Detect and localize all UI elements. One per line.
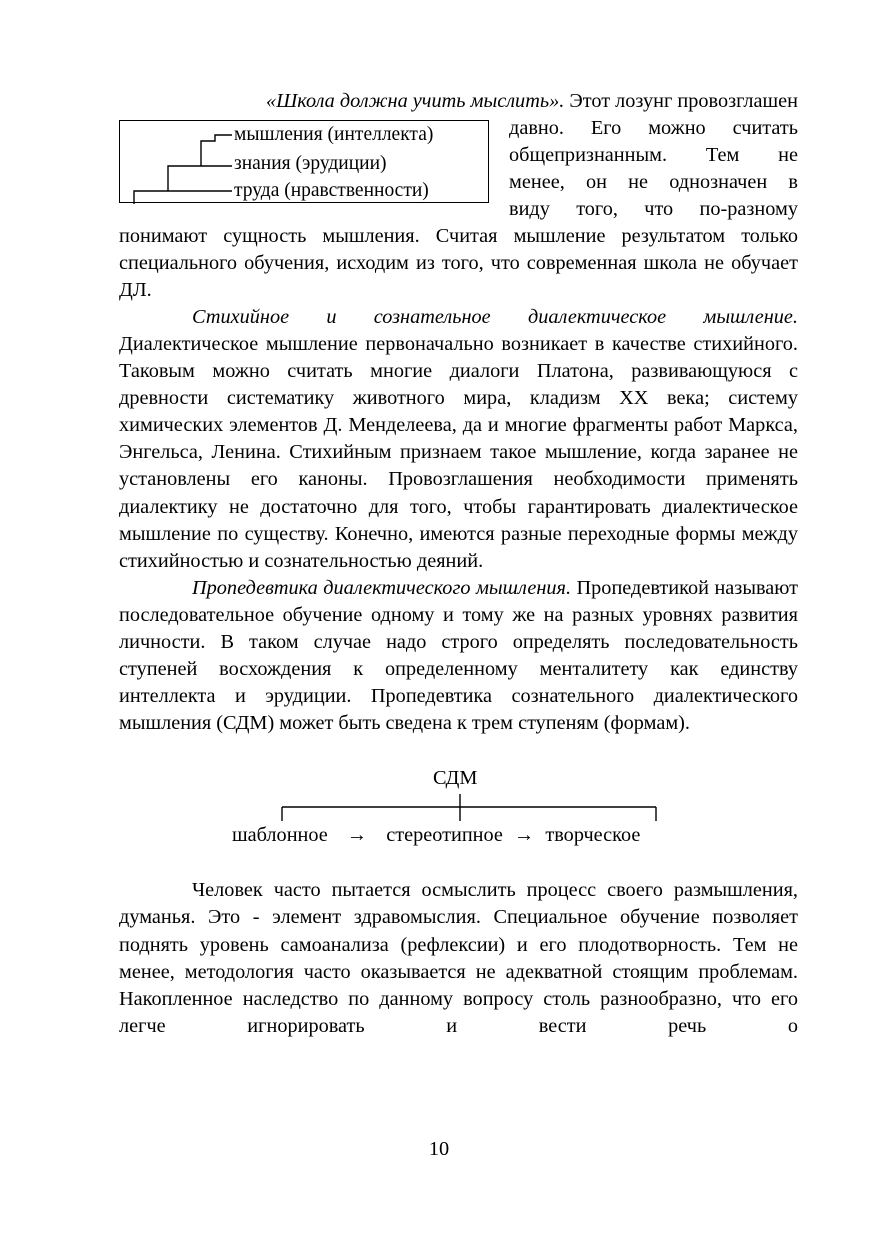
paragraph-3 <box>119 575 798 738</box>
slogan-italic: «Школа должна учить мыслить». <box>265 90 565 112</box>
right-line-1: давно. Его можно считать <box>509 117 798 140</box>
sdm-form-creative: творческое <box>545 824 641 847</box>
paragraph-1-lead: Этот лозунг провозглашен <box>564 90 798 112</box>
bracket-line-3 <box>134 191 232 204</box>
page-body <box>119 88 798 1040</box>
levels-figure <box>119 120 489 203</box>
sdm-title: СДМ <box>433 767 478 790</box>
bracket-line-2 <box>168 166 232 191</box>
level-label-thinking: мышления (интеллекта) <box>234 124 434 146</box>
paragraph-1-continuation: понимают сущность мышления. Считая мышление результатом только специального обучения, исходим из того, что современная школа не обучает ДЛ. <box>119 224 798 301</box>
sdm-form-stereotype: стереотипное <box>386 824 503 847</box>
paragraph-2-text: Диалектическое мышление первоначально возникает в качестве стихийного. Таковым можно считать многие диалоги Платона, развивающуюся с древности систематику животного мира, кладизм XX века; систему химических элементов Д. Менделеева, да и многие фрагменты работ Маркса, Энгельса, Ленина. Стихийным признаем такое мышление, когда заранее не установлены его каноны. Провозглашения необходимости применять диалектику не достаточно для того, чтобы гарантировать диалектическое мышление по существу. Конечно, имеются разные переходные формы между стихийностью и сознательностью деяний. <box>119 332 798 572</box>
sdm-arrow-2: → <box>514 824 535 847</box>
paragraph-4: Человек часто пытается осмыслить процесс своего размышления, думанья. Это - элемент здравомыслия. Специальное обучение позволяет поднять уровень самоанализа (рефлексии) и его плодотворность. Тем не менее, методология часто оказывается не адекватной стоящим проблемам. Накопленное наследство по данному вопросу столь разнообразно, что его легче игнорировать и вести речь о <box>119 879 798 1037</box>
paragraph-1-figure-row <box>119 115 798 223</box>
sdm-forms-row <box>232 824 640 847</box>
sdm-arrow-1: → <box>346 824 368 847</box>
paragraph-1-right-column <box>509 115 798 223</box>
right-line-3: менее, он не однозначен в <box>509 171 798 194</box>
bracket-line-1 <box>201 135 232 166</box>
page-number: 10 <box>428 1138 450 1160</box>
right-line-2: общепризнанным. Тем не <box>509 144 798 167</box>
paragraph-3-text: Пропедевтикой называют последовательное обучение одному и тому же на разных уровнях развития личности. В таком случае надо строго определять последовательность ступеней восхождения к определенному менталитету как единству интеллекта и эрудиции. Пропедевтика сознательного диалектического мышления (СДМ) может быть сведена к трем ступеням (формам). <box>119 576 799 735</box>
level-label-knowledge: знания (эрудиции) <box>234 153 387 175</box>
level-label-labor: труда (нравственности) <box>234 180 429 202</box>
sdm-diagram <box>119 737 798 867</box>
paragraph-2-heading: Стихийное и сознательное диалектическое мышление. <box>192 305 798 328</box>
paragraph-2 <box>119 304 798 575</box>
paragraph-3-heading: Пропедевтика диалектического мышления. <box>192 576 572 599</box>
paragraph-1-first-line <box>119 88 798 115</box>
sdm-bracket <box>119 737 798 867</box>
right-line-4: виду того, что по-разному <box>509 198 798 221</box>
sdm-form-template: шаблонное <box>232 824 328 847</box>
